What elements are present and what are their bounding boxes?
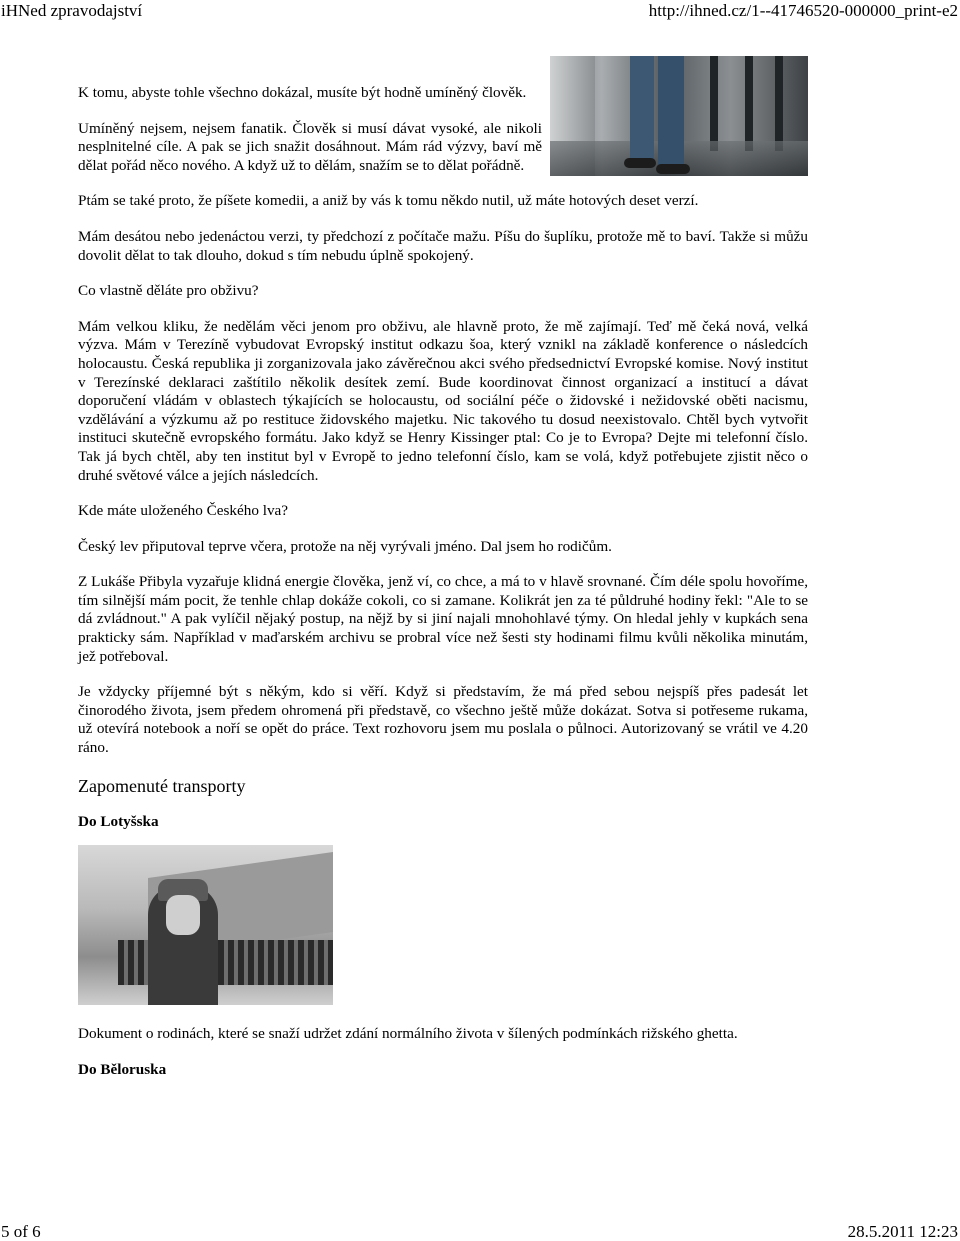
article-photo-legs <box>550 56 808 176</box>
paragraph: Český lev připutoval teprve včera, protože na něj vyrývali jméno. Dal jsem ho rodičům. <box>78 537 612 555</box>
ghetto-photo <box>78 845 333 1005</box>
question: Kde máte uloženého Českého lva? <box>78 502 289 520</box>
print-datetime: 28.5.2011 12:23 <box>847 1222 958 1241</box>
paragraph: K tomu, abyste tohle všechno dokázal, musíte být hodně umíněný člověk. <box>78 84 527 101</box>
paragraph: Umíněný nejsem, nejsem fanatik. Člověk si musí dávat vysoké, ale nikoli nesplnitelné cíle. A pak se jich snažit dosáhnout. Mám rád výzvy, baví mě dělat pořád něco nového. A když už to dělám, snažím se to dělat pořádně. <box>78 119 542 174</box>
site-title: iHNed zpravodajství <box>1 1 143 20</box>
article-body <box>78 84 808 1093</box>
paragraph: Mám desátou nebo jedenáctou verzi, ty předchozí z počítače mažu. Píšu do šuplíku, protože mě to baví. Takže si můžu dovolit dělat to tak dlouho, dokud s tím nebudu úplně spokojený. <box>78 227 808 264</box>
page-url: http://ihned.cz/1--41746520-000000_print-e2 <box>648 1 958 20</box>
subsection-title: Do Běloruska <box>78 1060 167 1078</box>
paragraph: Je vždycky příjemné být s někým, kdo si věří. Když si představím, že má před sebou nejspíš přes padesát let činorodého života, jsem předem ohromená při představě, co všechno ještě může dokázat. Sotva si potřeseme rukama, už otevírá notebook a noří se opět do práce. Text rozhovoru jsem mu poslala o půlnoci. Autorizovaný se vrátil ve 4.20 ráno. <box>78 683 808 757</box>
photo-caption: Dokument o rodinách, které se snaží udržet zdání normálního života v šílených podmínkách rižského ghetta. <box>78 1025 738 1043</box>
page-number: 5 of 6 <box>1 1222 41 1241</box>
subsection-title: Do Lotyšska <box>78 812 159 830</box>
section-title: Zapomenuté transporty <box>78 775 246 796</box>
print-footer <box>0 1222 960 1241</box>
print-header <box>0 0 960 24</box>
question: Co vlastně děláte pro obživu? <box>78 282 259 300</box>
paragraph: Z Lukáše Přibyla vyzařuje klidná energie člověka, jenž ví, co chce, a má to v hlavě srovnané. Čím déle spolu hovoříme, tím silnější mám pocit, že tenhle chlap dokáže cokoli, co si zamane. Kolikrát jen za té půldruhé hodiny řekl: "Ale to se dá zvládnout." A pak vylíčil nějaký postup, na nějž by si jiní najali mnohohlavé týmy. On hledal jehly v kupkách sena prakticky sám. Například v maďarském archivu se probral více než šesti sty hodinami filmu kvůli několika minutám, jež potřeboval. <box>78 573 808 665</box>
paragraph: Ptám se také proto, že píšete komedii, a aniž by vás k tomu někdo nutil, už máte hotových deset verzí. <box>78 192 699 210</box>
paragraph: Mám velkou kliku, že nedělám věci jenom pro obživu, ale hlavně proto, že mě zajímají. Teď mě čeká nová, velká výzva. Mám v Terezíně vybudovat Evropský institut odkazu šoa, který vznikl na základě konference o následcích holocaustu. Česká republika ji zorganizovala jako závěrečnou akci svého předsednictví Evropské komise. Nový institut v Terezínské deklaraci zaštítilo několik desítek zemí. Bude koordinovat činnost organizací a institucí a dávat doporučení vládám v oblastech týkajících se holocaustu, od sociální péče o židovské i nežidovské oběti nacismu, vzdělávání a výzkumu až po restituce židovského majetku. Nic takového tu dosud neexistovalo. Chtěl bych vytvořit instituci skutečně evropského formátu. Jako když se Henry Kissinger ptal: Co je to Evropa? Dejte mi telefonní číslo. Tak já bych chtěl, aby ten institut byl v Evropě to jedno telefonní číslo, kam se volá, když potřebujete zjistit něco o druhé světové válce a jejích následcích. <box>78 317 808 484</box>
